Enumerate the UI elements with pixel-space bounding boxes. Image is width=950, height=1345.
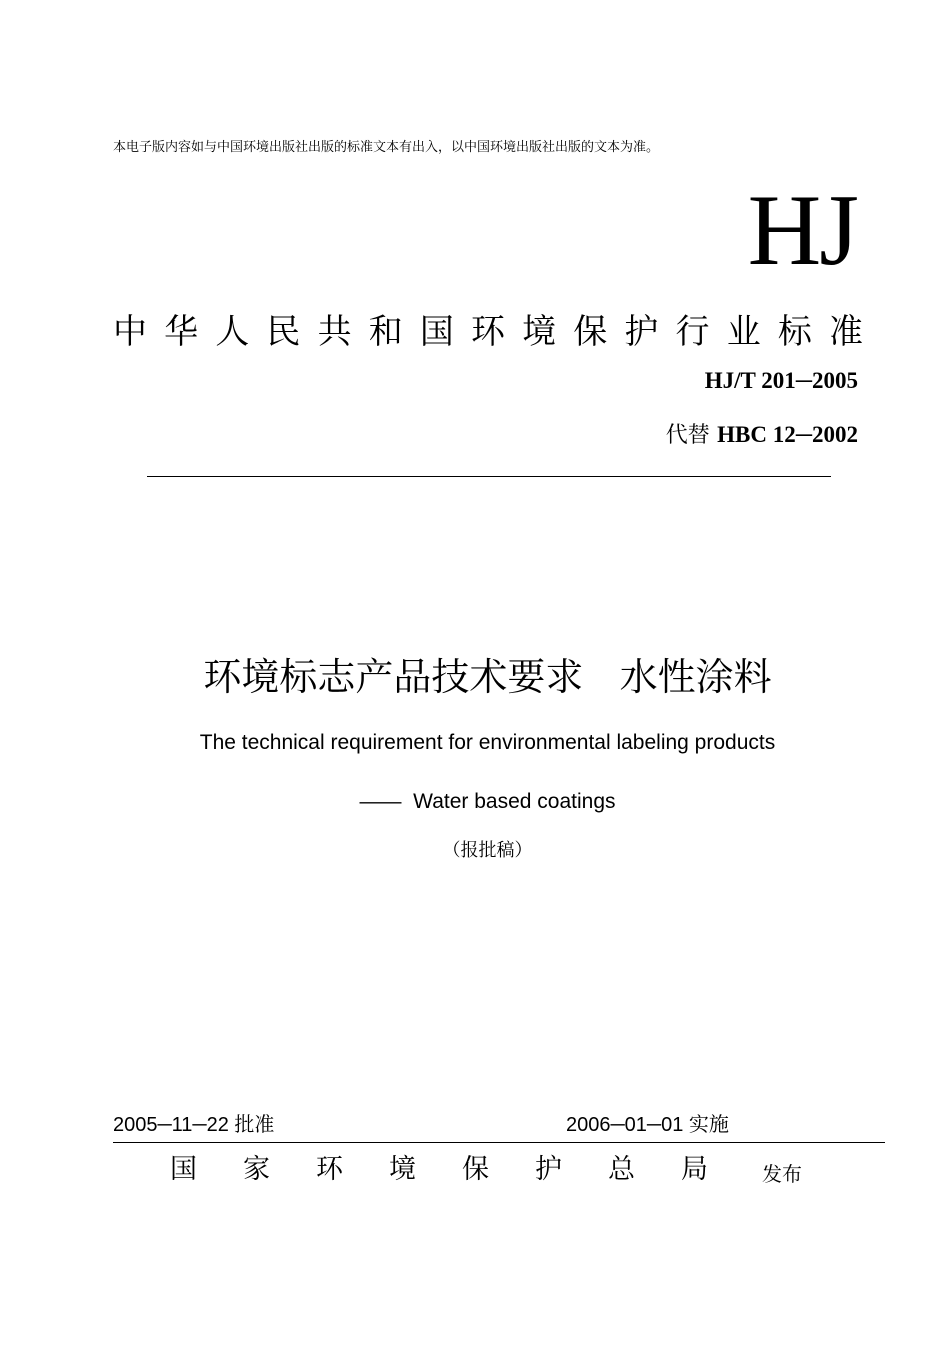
replaces-prefix: 代替	[665, 423, 710, 448]
issuer-char: 局	[681, 1154, 708, 1185]
issuer-char: 总	[608, 1154, 635, 1185]
replaces-code: HBC 12─2002	[717, 422, 858, 447]
issuer-char: 保	[462, 1154, 489, 1185]
org-title-char: 环	[470, 312, 505, 352]
approval-label: 批准	[234, 1112, 275, 1136]
replaces-line	[666, 418, 858, 449]
standard-number: HJ/T 201─2005	[704, 368, 858, 393]
org-title-char: 准	[828, 312, 863, 352]
document-title-cn: 环境标志产品技术要求 水性涂料	[203, 655, 772, 699]
org-title-char: 境	[522, 312, 557, 352]
footer-divider	[113, 1142, 885, 1143]
issuer-char: 国	[170, 1154, 197, 1185]
org-title-char: 人	[215, 312, 250, 352]
org-title-char: 共	[317, 312, 352, 352]
org-title-char: 标	[777, 312, 812, 352]
org-title-char: 华	[164, 312, 199, 352]
issuer-char: 环	[316, 1154, 343, 1185]
document-title-en: The technical requirement for environmental labeling products	[199, 731, 776, 754]
effective-line	[566, 1108, 729, 1137]
issuer-char: 家	[243, 1154, 270, 1185]
issuer-char: 境	[389, 1154, 416, 1185]
org-title-char: 中	[113, 312, 147, 352]
issuer-char: 护	[535, 1154, 562, 1185]
org-title-char: 和	[368, 312, 403, 352]
approval-date: 2005─11─22	[113, 1114, 229, 1136]
effective-date: 2006─01─01	[566, 1114, 684, 1136]
issued-label: 发布	[762, 1162, 802, 1186]
org-title	[113, 310, 863, 354]
org-title-char: 保	[573, 312, 608, 352]
org-title-char: 国	[419, 312, 454, 352]
approval-line	[113, 1108, 274, 1137]
disclaimer-note: 本电子版内容如与中国环境出版社出版的标准文本有出入，以中国环境出版社出版的文本为准。	[113, 140, 660, 155]
effective-label: 实施	[688, 1112, 729, 1136]
org-title-char: 护	[624, 312, 659, 352]
issuing-authority	[170, 1152, 708, 1188]
org-title-char: 业	[726, 312, 761, 352]
org-title-char: 民	[266, 312, 301, 352]
header-divider	[147, 476, 831, 477]
standard-logo: HJ	[747, 174, 857, 287]
draft-note: （报批稿）	[442, 840, 533, 861]
org-title-char: 行	[675, 312, 710, 352]
document-subtitle-en: —— Water based coatings	[359, 790, 616, 813]
